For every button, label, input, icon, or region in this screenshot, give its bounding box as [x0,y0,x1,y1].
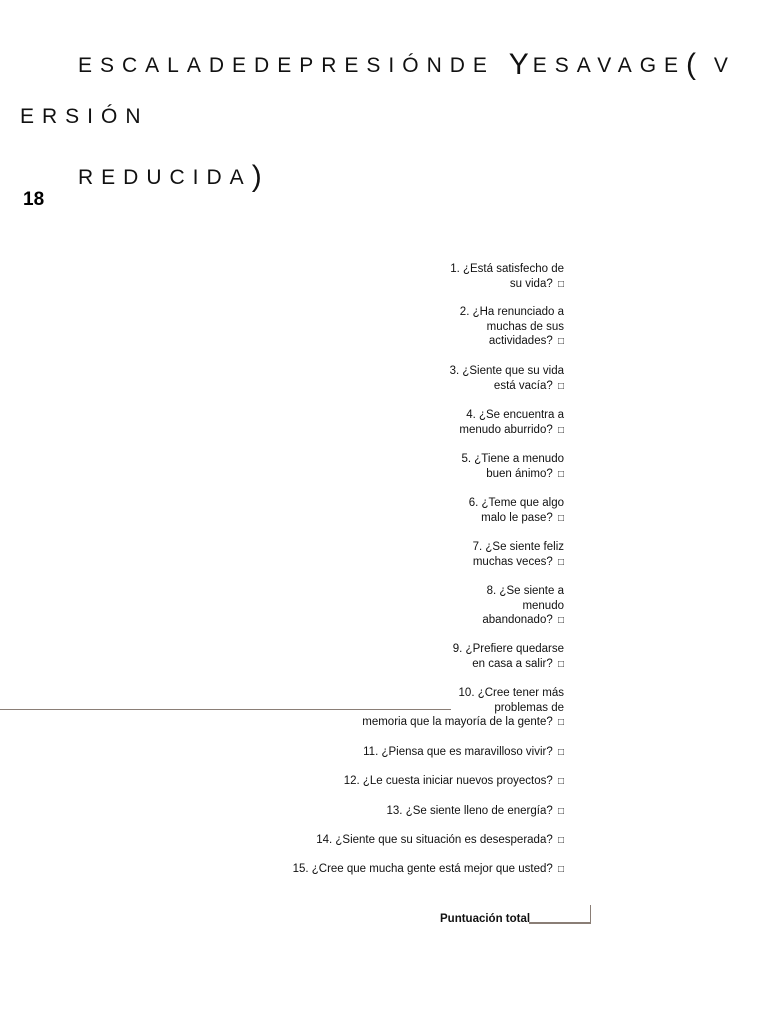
title-word-reducida: REDUCIDA [78,166,252,189]
question-item [344,774,564,790]
title-line-3 [78,158,266,192]
question-text-line: 1. ¿Está satisfecho de [450,263,564,275]
question-text-line: 2. ¿Ha renunciado a [459,306,564,318]
answer-checkbox[interactable]: □ [557,512,564,524]
answer-checkbox[interactable]: □ [557,717,564,728]
answer-checkbox[interactable]: □ [557,468,564,480]
question-item [460,305,564,350]
question-text-line: 7. ¿Se siente feliz [472,541,564,553]
title-line-2: ERSIÓN [20,105,149,128]
question-text-line: 15. ¿Cree que mucha gente está mejor que usted? [292,863,553,875]
question-text-line: 12. ¿Le cuesta iniciar nuevos proyectos? [343,775,553,787]
title-word-esavage: ESAVAGE [532,54,687,77]
question-text-line: 4. ¿Se encuentra a [466,409,564,421]
question-text-line: actividades? [488,335,553,347]
question-text-line: malo le pase? [481,511,553,524]
answer-checkbox[interactable]: □ [557,658,564,670]
answer-checkbox[interactable]: □ [557,835,564,846]
answer-checkbox[interactable]: □ [557,864,564,875]
question-text-line: 10. ¿Cree tener más [458,687,564,699]
question-item [450,262,564,292]
title-close-paren: ) [251,160,266,193]
answer-checkbox[interactable]: □ [557,424,564,436]
question-text-line: 5. ¿Tiene a menudo [461,453,564,465]
question-text-line: menudo [522,599,564,612]
question-text-line: 9. ¿Prefiere quedarse [452,643,564,655]
question-item [459,408,564,438]
question-text-line: está vacía? [493,379,553,392]
divider-line [0,709,451,710]
title-line-1 [78,46,736,80]
question-item [387,804,564,820]
title-initial-y: Y [508,48,533,81]
question-text-line: 3. ¿Siente que su vida [449,365,564,377]
question-text-line: buen ánimo? [486,467,553,480]
answer-checkbox[interactable]: □ [557,278,564,290]
question-text-line: 6. ¿Teme que algo [468,497,564,509]
total-score-label: Puntuación total [440,913,531,925]
question-item [469,496,564,526]
question-text-line: 8. ¿Se siente a [486,585,564,597]
title-letter-v: V [713,54,736,77]
question-text-line: en casa a salir? [472,657,553,670]
question-item [450,364,564,394]
title-word-escala: ESCALADEDEPRESIÓNDE [78,54,495,77]
answer-checkbox[interactable]: □ [557,336,564,347]
page-number: 18 [23,189,45,210]
answer-checkbox[interactable]: □ [557,556,564,568]
answer-checkbox[interactable]: □ [557,806,564,817]
answer-checkbox[interactable]: □ [557,615,564,626]
question-text-line: abandonado? [482,614,553,626]
question-item [363,745,564,761]
question-item [316,833,564,849]
question-text-line: menudo aburrido? [459,423,553,436]
question-text-line: su vida? [509,277,553,290]
question-text-line: memoria que la mayoría de la gente? [362,716,553,728]
question-text-line: muchas veces? [472,555,553,568]
question-text-line: muchas de sus [486,320,564,333]
total-score-field[interactable] [529,905,591,924]
question-text-line: 14. ¿Siente que su situación es desesperada? [316,834,553,846]
question-text-line: 11. ¿Piensa que es maravilloso vivir? [363,746,553,758]
question-item [293,862,564,878]
question-text-line: problemas de [494,701,564,714]
question-item [473,540,564,570]
title-open-paren: ( [686,48,701,81]
question-item [482,584,564,629]
answer-checkbox[interactable]: □ [557,776,564,787]
answer-checkbox[interactable]: □ [557,747,564,758]
question-item [462,452,565,482]
question-text-line: 13. ¿Se siente lleno de energía? [386,805,553,817]
question-item [453,642,564,672]
answer-checkbox[interactable]: □ [557,380,564,392]
